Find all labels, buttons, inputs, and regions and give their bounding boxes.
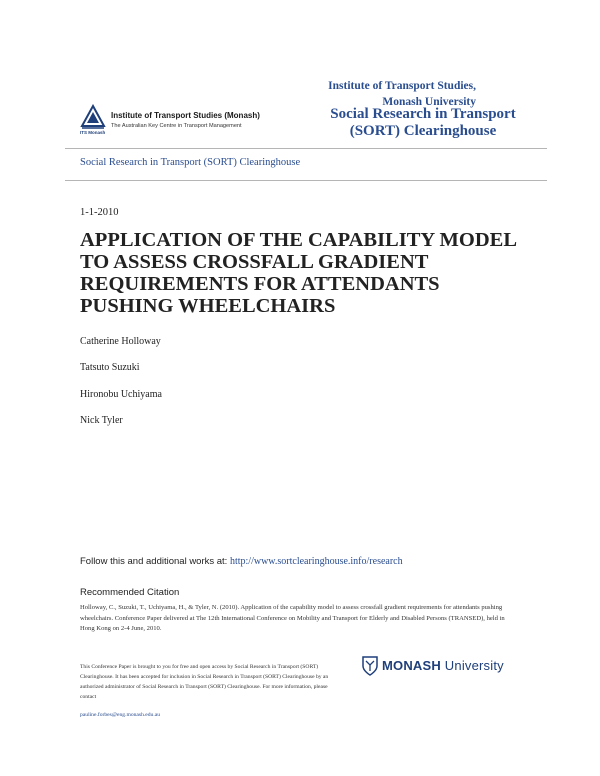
monash-suffix: University (444, 658, 504, 673)
institute-name-line2: Monash University (382, 96, 476, 108)
monash-university-logo (362, 656, 522, 678)
follow-link[interactable]: http://www.sortclearinghouse.info/research (229, 556, 403, 567)
header-divider (65, 148, 547, 149)
logo-tagline: The Australian Key Centre in Transport Management (111, 123, 242, 129)
author-3[interactable]: Hironobu Uchiyama (80, 389, 162, 400)
clearinghouse-title: Social Research in Transport (SORT) Clearinghouse (330, 106, 516, 139)
logo-name: Institute of Transport Studies (Monash) (111, 111, 260, 120)
breadcrumb-divider (65, 180, 547, 181)
monash-brand: MONASH (382, 658, 441, 673)
logo-abbrev: ITS Monash (80, 130, 106, 135)
follow-label: Follow this and additional works at: (80, 556, 228, 567)
access-notice: This Conference Paper is brought to you for free and open access by Social Research in Transport (SORT) Clearinghouse. It has been accepted for inclusion in Social Research in Transport (SORT) Clearinghouse by an authorized administrator of Social Research in Transport (SORT) Clearinghouse. For more information, please contact (80, 664, 329, 700)
contact-email-link[interactable]: pauline.forbes@eng.monash.edu.au (80, 712, 161, 718)
author-4[interactable]: Nick Tyler (80, 415, 123, 426)
citation-text: Holloway, C., Suzuki, T., Uchiyama, H., & Tyler, N. (2010). Application of the capability model to assess crossfall gradient requirements for attendants pushing wheelchairs. Conference Paper delivered at The 12th International Conference on Mobility and Transport for Elderly and Disabled Persons (TRANSED), held in Hong Kong on 2-4 June, 2010. (80, 604, 505, 632)
institute-name-line1: Institute of Transport Studies, (328, 80, 476, 92)
collection-breadcrumb-link[interactable]: Social Research in Transport (SORT) Clearinghouse (80, 157, 301, 168)
publication-date: 1-1-2010 (80, 207, 119, 218)
author-1[interactable]: Catherine Holloway (80, 336, 161, 347)
monash-wordmark (382, 658, 504, 673)
its-monash-logo (80, 104, 310, 138)
paper-title: APPLICATION OF THE CAPABILITY MODEL TO ASSESS CROSSFALL GRADIENT REQUIREMENTS FOR ATTENDANTS PUSHING WHEELCHAIRS (80, 229, 516, 317)
follow-line (80, 556, 403, 567)
monash-shield-icon (362, 656, 378, 676)
citation-heading: Recommended Citation (80, 587, 180, 598)
author-2[interactable]: Tatsuto Suzuki (80, 362, 140, 373)
